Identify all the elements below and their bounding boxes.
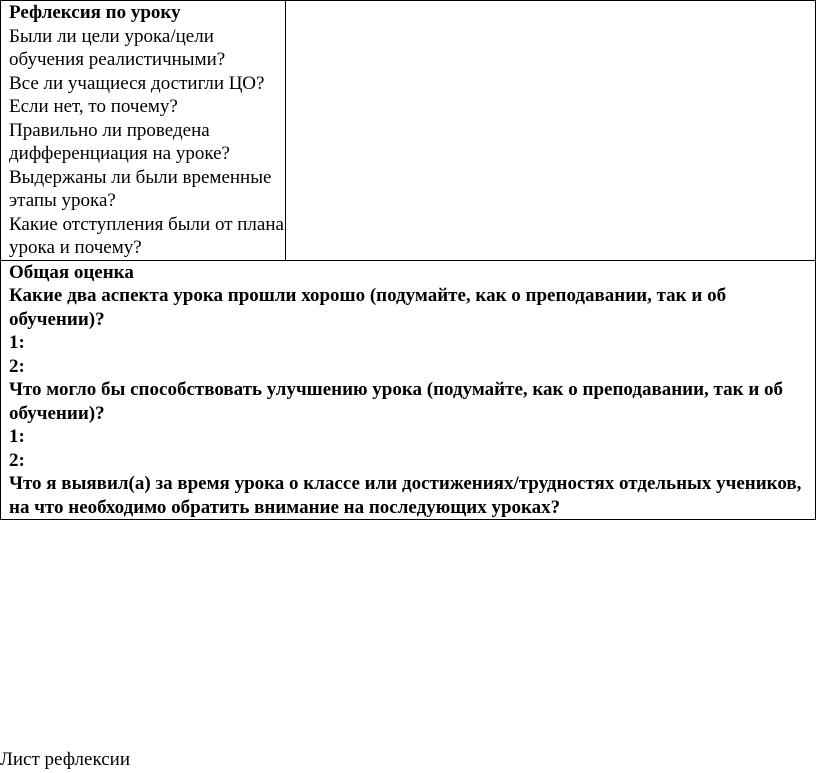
question-improvements: Что могло бы способствовать улучшению урока (подумайте, как о преподавании, так и об обучении)? [9,379,784,424]
overall-title: Общая оценка [9,261,134,283]
reflection-line: Правильно ли проведена [9,119,210,141]
reflection-row [1,1,816,261]
footer-caption: Лист рефлексии [0,749,130,770]
reflection-line: Были ли цели урока/цели [9,25,214,47]
answer-slot-2: 2: [9,355,25,377]
reflection-line: дифференциация на уроке? [9,143,230,164]
reflection-line: урока и почему? [9,237,142,258]
overall-row [1,260,816,520]
reflection-line: обучения реалистичными? [9,49,226,70]
reflection-line: Какие отступления были от плана [9,213,284,235]
answer-slot-1: 1: [9,426,25,447]
reflection-line: Если нет, то почему? [9,96,178,117]
question-good-aspects: Какие два аспекта урока прошли хорошо (подумайте, как о преподавании, так и об обучении)? [9,285,727,330]
question-class-observations: Что я выявил(а) за время урока о классе или достижениях/трудностях отдельных учеников, на что необходимо обратить внимание на последующих уроках? [9,473,802,518]
reflection-questions-cell [1,1,286,261]
overall-assessment-cell[interactable] [1,260,816,520]
reflection-answer-cell[interactable] [286,1,816,261]
reflection-line: этапы урока? [9,190,116,211]
reflection-line: Все ли учащиеся достигли ЦО? [9,72,265,94]
answer-slot-1: 1: [9,332,25,353]
reflection-line: Выдержаны ли были временные [9,166,272,188]
answer-slot-2: 2: [9,449,25,471]
reflection-title: Рефлексия по уроку [9,2,181,23]
